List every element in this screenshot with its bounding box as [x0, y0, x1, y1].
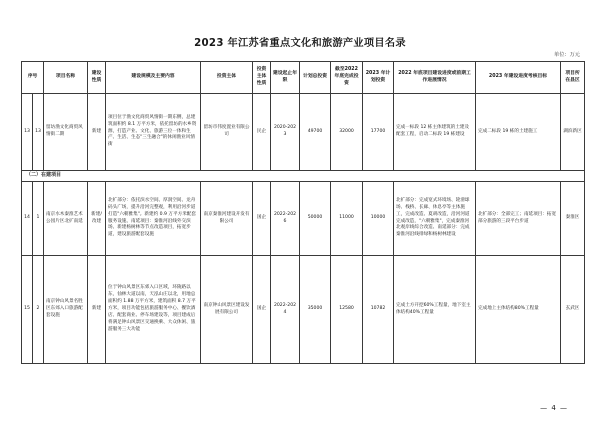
row-target: 完成地上主体结构80%工程量 [476, 256, 561, 364]
row-nature: 新建 [88, 94, 106, 171]
section-row [22, 171, 585, 182]
row-name: 南京水木秦淮艺术公园片区北扩南延 [44, 182, 88, 256]
header-target: 2023 年建设进度考核目标 [476, 62, 561, 94]
row-seq-a: 14 [22, 182, 33, 256]
table-row [22, 94, 585, 171]
row-completed: 11000 [331, 182, 363, 256]
row-region: 秦淮区 [561, 182, 585, 256]
row-region: 玄武区 [561, 256, 585, 364]
row-owner-type: 国企 [253, 182, 271, 256]
row-seq-b: 13 [33, 94, 44, 171]
row-owner-type: 民企 [253, 94, 271, 171]
row-plan2023: 17700 [363, 94, 394, 171]
row-period: 2022-2026 [271, 182, 300, 256]
header-name: 项目名称 [44, 62, 88, 94]
row-planned: 35000 [300, 256, 331, 364]
row-period: 2020-2023 [271, 94, 300, 171]
row-completed: 12580 [331, 256, 363, 364]
row-progress: 北扩部分：完成宽式环境场、轮滑球场、栈桥、长廊、休息亭等主体施工，完成改造、夏胡改造，沿河河道完成改造，"六朝雅集"，完成秦淮河北观岸线综合改造、南延部分：完成秦淮河沿线排绿和杨树林建设 [394, 182, 476, 256]
row-target: 完成二标段 19 栋的土建施工 [476, 94, 561, 171]
header-nature: 建设性质 [88, 62, 106, 94]
row-owner-type: 国企 [253, 256, 271, 364]
row-completed: 32000 [331, 94, 363, 171]
unit-label: 单位：万元 [554, 52, 580, 58]
row-owner: 南京秦淮河建设开发有限公司 [201, 182, 253, 256]
header-completed: 截至2022 年底完成投资 [331, 62, 363, 94]
table-header-row [22, 62, 585, 94]
row-planned: 49700 [300, 94, 331, 171]
row-owner: 南京钟山风景区建设发展有限公司 [201, 256, 253, 364]
header-period: 建设起止年限 [271, 62, 300, 94]
document-title: 2023 年江苏省重点文化和旅游产业项目名录 [194, 38, 406, 49]
header-plan2023: 2023 年计划投资 [363, 62, 394, 94]
row-seq-a: 15 [22, 256, 33, 364]
row-period: 2022-2024 [271, 256, 300, 364]
row-region: 湖滨新区 [561, 94, 585, 171]
row-owner: 留坊市伟度置业有限公司 [201, 94, 253, 171]
section-title: （二）在建项目 [22, 171, 585, 182]
row-progress: 完成一标段 12 栋主体建筑的土建及配套工程，启动二标段 19 栋建设 [394, 94, 476, 171]
header-seq: 序号 [22, 62, 44, 94]
row-name: 南京钟山风景名胜区东郊入口旅游配套设施 [44, 256, 88, 364]
row-scale: 北扩部分：依托滨水空间、厚润空间、龙舟码头广场，提升沿河完整观，利用沿河步道打造"六朝雅集"。新建约 0.9 万平方米配套服务设施、南延项目：秦淮河沿线外交滨场、新建杨树林等节点改造项目，拓宽步道，建设旅游配套设施 [106, 182, 201, 256]
header-region: 项目所在县区 [561, 62, 585, 94]
table-row [22, 256, 585, 364]
row-planned: 50000 [300, 182, 331, 256]
row-seq-b: 1 [33, 182, 44, 256]
row-seq-a: 13 [22, 94, 33, 171]
header-owner-type: 投资主体性质 [253, 62, 271, 94]
page-number: — 4 — [540, 404, 568, 412]
row-plan2023: 10782 [363, 256, 394, 364]
header-owner: 投资主体 [201, 62, 253, 94]
project-table [21, 61, 585, 364]
row-plan2023: 10000 [363, 182, 394, 256]
row-nature: 新建 [88, 256, 106, 364]
header-progress: 2022 年底项目建设进度或前期工作进展情况 [394, 62, 476, 94]
row-name: 留坊渔文化商贸风情街二期 [44, 94, 88, 171]
table-row [22, 182, 585, 256]
row-nature: 新建/改建 [88, 182, 106, 256]
row-scale: 项目位于渔文化商贸风情街一期东侧，总建筑面积约 8.1 万平方米，依托留坊的水乡资源，打造产业、文化、旅游三位一体和生产、生活、生态"三生融合"的休闲渔业风情街 [106, 94, 201, 171]
row-target: 北扩部分：全部完工；南延项目：拓宽部分旅游的三段平台步道 [476, 182, 561, 256]
header-planned: 计划总投资 [300, 62, 331, 94]
header-scale: 建设规模及主要内容 [106, 62, 201, 94]
row-seq-b: 2 [33, 256, 44, 364]
row-scale: 位于钟山风景区东郊入口区域，环陵路以东，仙林大道以南，天泓山庄以北，用地总面积约 1.88 万平方米，建筑面积 8.7 万平方米，项目功能包括旅游服务中心、餐饮酒店、配套商业、停车场建设等，项目建成后将满足钟山风景区交通换乘、大众休闲、旅游服务三大功能 [106, 256, 201, 364]
row-progress: 完成土方开挖60%工程量，地下室主体结构40%工程量 [394, 256, 476, 364]
